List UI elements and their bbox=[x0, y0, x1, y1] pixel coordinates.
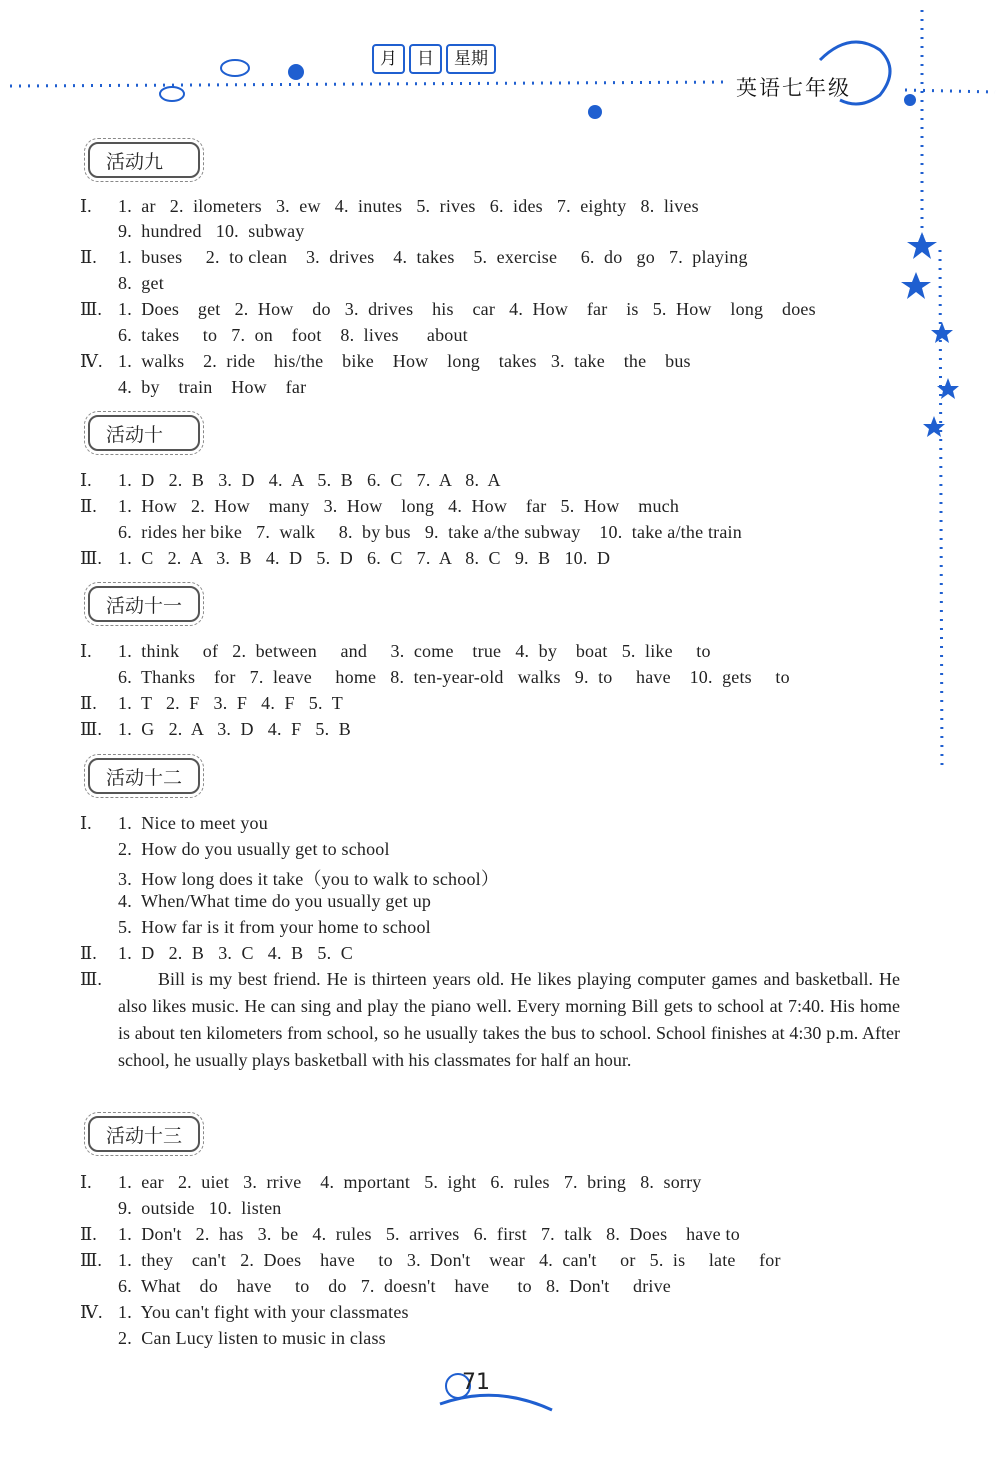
roman-numeral: Ⅰ. bbox=[80, 1172, 92, 1192]
answer-line: 9. hundred 10. subway bbox=[118, 221, 305, 241]
roman-numeral: Ⅱ. bbox=[80, 496, 97, 516]
roman-numeral: Ⅰ. bbox=[80, 196, 92, 216]
roman-numeral: Ⅲ. bbox=[80, 548, 102, 568]
page-number-decoration bbox=[436, 1364, 556, 1414]
answer-line: 3. How long does it take（you to walk to school） bbox=[118, 869, 500, 889]
answer-line: 1. How 2. How many 3. How long 4. How far 5. How much bbox=[118, 496, 680, 516]
answer-line: 1. D 2. B 3. D 4. A 5. B 6. C 7. A 8. A bbox=[118, 470, 501, 490]
answer-line: 1. think of 2. between and 3. come true 4. by boat 5. like to bbox=[118, 641, 711, 661]
section-title: 活动十一 bbox=[88, 586, 200, 622]
roman-numeral: Ⅱ. bbox=[80, 1224, 97, 1244]
answer-line: 1. ar 2. ilometers 3. ew 4. inutes 5. rives 6. ides 7. eighty 8. lives bbox=[118, 196, 699, 216]
roman-numeral: Ⅰ. bbox=[80, 641, 92, 661]
answer-line: 1. Does get 2. How do 3. drives his car 4. How far is 5. How long does bbox=[118, 299, 816, 319]
answer-line: 8. get bbox=[118, 273, 164, 293]
roman-numeral: Ⅰ. bbox=[80, 470, 92, 490]
writing-paragraph: Bill is my best friend. He is thirteen years old. He likes playing computer games and basketball. He also likes music. He can sing and play the piano well. Every morning Bill gets to school at 7:40. His home is about ten kilometers from school, so he usually takes the bus to school. School finishes at 4:30 p.m. After school, he usually plays basketball with his classmates for half an hour. bbox=[118, 969, 900, 1070]
date-fields bbox=[372, 44, 496, 74]
roman-numeral: Ⅱ. bbox=[80, 943, 97, 963]
answer-line: 1. ear 2. uiet 3. rrive 4. mportant 5. ight 6. rules 7. bring 8. sorry bbox=[118, 1172, 702, 1192]
answer-line: 1. C 2. A 3. B 4. D 5. D 6. C 7. A 8. C 9. B 10. D bbox=[118, 548, 611, 568]
answer-line: 5. How far is it from your home to school bbox=[118, 917, 431, 937]
answer-line: 1. walks 2. ride his/the bike How long takes 3. take the bus bbox=[118, 351, 691, 371]
header-decoration bbox=[0, 0, 1000, 140]
roman-numeral: Ⅱ. bbox=[80, 693, 97, 713]
right-border-decoration bbox=[900, 10, 990, 790]
section-title: 活动九 bbox=[88, 142, 200, 178]
section-title: 活动十三 bbox=[88, 1116, 200, 1152]
roman-numeral: Ⅲ. bbox=[80, 299, 102, 319]
answer-line: 2. How do you usually get to school bbox=[118, 839, 390, 859]
answer-line: 1. Nice to meet you bbox=[118, 813, 268, 833]
roman-numeral: Ⅲ. bbox=[80, 1250, 102, 1270]
page-header bbox=[0, 0, 1000, 140]
section-title: 活动十 bbox=[88, 415, 200, 451]
roman-numeral: Ⅳ. bbox=[80, 1302, 103, 1322]
roman-numeral: Ⅲ. bbox=[80, 719, 102, 739]
answer-line: 1. G 2. A 3. D 4. F 5. B bbox=[118, 719, 351, 739]
date-weekday: 星期 bbox=[446, 44, 496, 74]
roman-numeral: Ⅳ. bbox=[80, 351, 103, 371]
page-number: 71 bbox=[462, 1370, 490, 1395]
answer-line: 6. takes to 7. on foot 8. lives about bbox=[118, 325, 468, 345]
answer-line: 1. Don't 2. has 3. be 4. rules 5. arrives 6. first 7. talk 8. Does have to bbox=[118, 1224, 740, 1244]
answer-line: 1. they can't 2. Does have to 3. Don't wear 4. can't or 5. is late for bbox=[118, 1250, 781, 1270]
answer-line: 6. Thanks for 7. leave home 8. ten-year-old walks 9. to have 10. gets to bbox=[118, 667, 790, 687]
date-month: 月 bbox=[372, 44, 405, 74]
answer-line: 2. Can Lucy listen to music in class bbox=[118, 1328, 386, 1348]
answer-line: 4. by train How far bbox=[118, 377, 307, 397]
roman-numeral: Ⅱ. bbox=[80, 247, 97, 267]
roman-numeral: Ⅲ. bbox=[80, 969, 102, 989]
answer-line: 4. When/What time do you usually get up bbox=[118, 891, 432, 911]
date-day: 日 bbox=[409, 44, 442, 74]
answer-line: 6. What do have to do 7. doesn't have to 8. Don't drive bbox=[118, 1276, 671, 1296]
answer-line: 1. D 2. B 3. C 4. B 5. C bbox=[118, 943, 353, 963]
roman-numeral: Ⅰ. bbox=[80, 813, 92, 833]
answer-line: 6. rides her bike 7. walk 8. by bus 9. take a/the subway 10. take a/the train bbox=[118, 522, 742, 542]
answer-line: 1. buses 2. to clean 3. drives 4. takes 5. exercise 6. do go 7. playing bbox=[118, 247, 748, 267]
section-title: 活动十二 bbox=[88, 758, 200, 794]
answer-line: 1. You can't fight with your classmates bbox=[118, 1302, 409, 1322]
answer-line: 1. T 2. F 3. F 4. F 5. T bbox=[118, 693, 343, 713]
grade-label: 英语七年级 bbox=[736, 76, 851, 100]
answer-line: 9. outside 10. listen bbox=[118, 1198, 282, 1218]
